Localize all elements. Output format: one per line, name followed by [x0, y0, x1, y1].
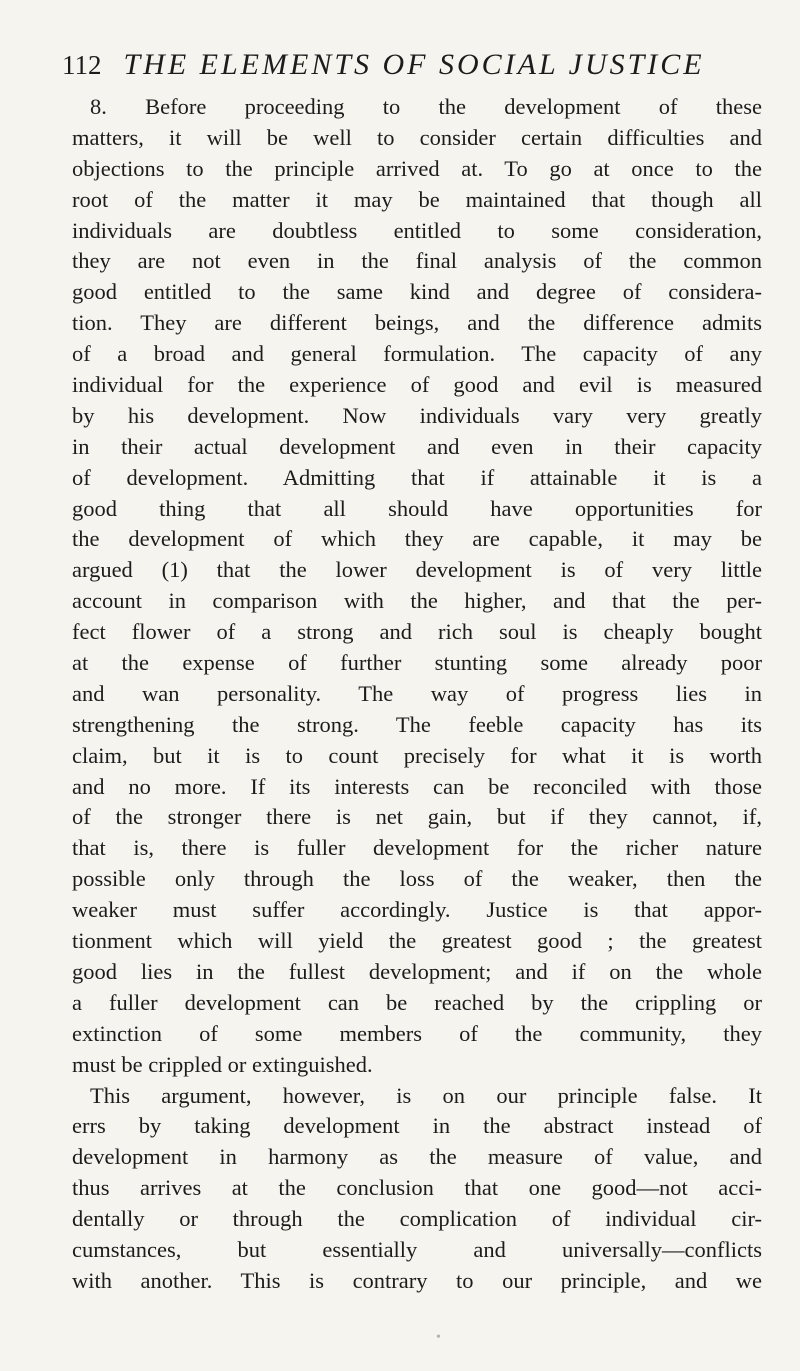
text-line: development in harmony as the measure of value, and [72, 1144, 762, 1170]
text-line: strengthening the strong. The feeble capacity has its [72, 711, 762, 737]
text-line: individual for the experience of good and evil is measured [72, 372, 762, 398]
text-line: they are not even in the final analysis of the common [72, 248, 762, 274]
text-line: account in comparison with the higher, and that the per- [72, 588, 762, 614]
text-line: by his development. Now individuals vary very greatly [72, 402, 762, 428]
page-number: 112 [62, 50, 102, 80]
text-line: in their actual development and even in their capacity [72, 433, 762, 459]
text-line: that is, there is fuller development for the richer nature [72, 835, 762, 861]
body-text [72, 92, 762, 1297]
running-title: THE ELEMENTS OF SOCIAL JUSTICE [123, 48, 705, 81]
text-line: thus arrives at the conclusion that one good—not acci- [72, 1175, 762, 1201]
text-line: and no more. If its interests can be reconciled with those [72, 773, 762, 799]
text-line: claim, but it is to count precisely for what it is worth [72, 742, 762, 768]
text-line: extinction of some members of the community, they [72, 1020, 762, 1046]
text-line: dentally or through the complication of individual cir- [72, 1206, 762, 1232]
ink-speck: • [436, 1330, 441, 1345]
text-line: good lies in the fullest development; and if on the whole [72, 958, 762, 984]
text-line: root of the matter it may be maintained that though all [72, 186, 762, 212]
text-line: the development of which they are capable, it may be [72, 526, 762, 552]
text-line: of a broad and general formulation. The capacity of any [72, 341, 762, 367]
text-line: must be crippled or extinguished. [72, 1051, 373, 1077]
text-line: at the expense of further stunting some already poor [72, 650, 762, 676]
text-line: weaker must suffer accordingly. Justice is that appor- [72, 897, 762, 923]
text-line: argued (1) that the lower development is of very little [72, 557, 762, 583]
text-line: tion. They are different beings, and the difference admits [72, 310, 762, 336]
text-line: and wan personality. The way of progress lies in [72, 680, 762, 706]
text-line: errs by taking development in the abstract instead of [72, 1113, 762, 1139]
text-line: This argument, however, is on our principle false. It [90, 1082, 762, 1108]
text-line: good thing that all should have opportunities for [72, 495, 762, 521]
text-line: cumstances, but essentially and universally—conflicts [72, 1236, 762, 1262]
text-line: with another. This is contrary to our principle, and we [72, 1267, 762, 1293]
text-line: good entitled to the same kind and degree of considera- [72, 279, 762, 305]
running-header [62, 46, 762, 84]
text-line: objections to the principle arrived at. To go at once to the [72, 155, 762, 181]
text-line: matters, it will be well to consider certain difficulties and [72, 124, 762, 150]
text-line: individuals are doubtless entitled to some consideration, [72, 217, 762, 243]
text-line: 8. Before proceeding to the development of these [90, 94, 762, 119]
text-line: of development. Admitting that if attainable it is a [72, 464, 762, 490]
text-line: tionment which will yield the greatest good ; the greatest [72, 928, 762, 954]
text-line: fect flower of a strong and rich soul is cheaply bought [72, 619, 762, 645]
text-line: of the stronger there is net gain, but if they cannot, if, [72, 804, 762, 830]
text-line: a fuller development can be reached by the crippling or [72, 989, 762, 1015]
text-line: possible only through the loss of the weaker, then the [72, 866, 762, 892]
